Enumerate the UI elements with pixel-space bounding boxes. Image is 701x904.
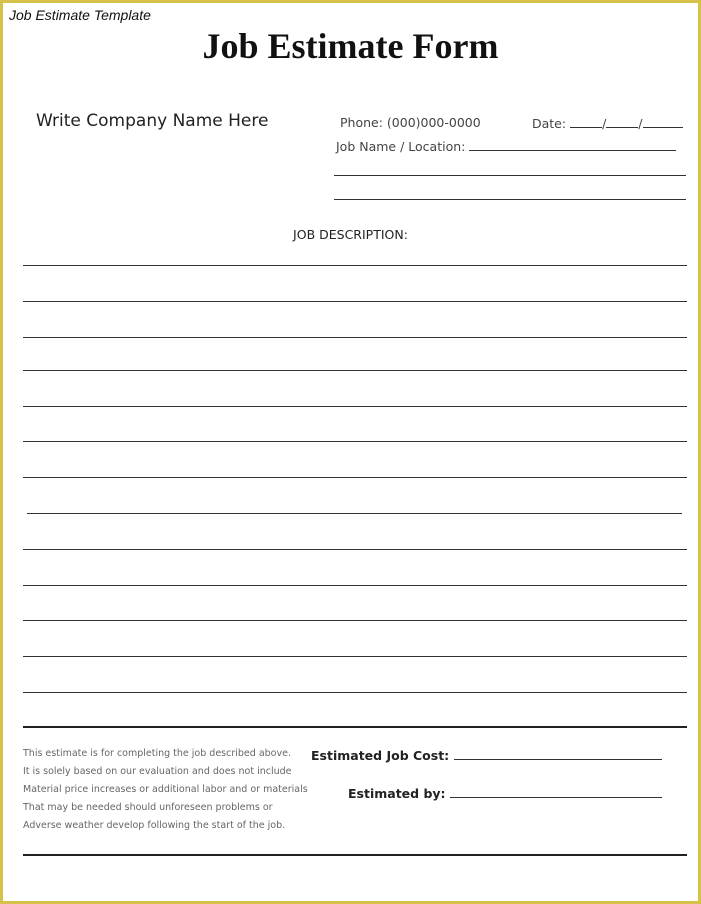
description-line[interactable]: [23, 549, 687, 550]
form-title: Job Estimate Form: [202, 26, 499, 66]
estimated-by-label: Estimated by:: [348, 786, 446, 801]
job-location-line-2[interactable]: [334, 175, 686, 176]
date-month-blank[interactable]: [570, 115, 602, 128]
footer-bottom-rule: [23, 854, 687, 856]
phone-text: Phone: (000)000-0000: [340, 115, 481, 130]
description-line[interactable]: [23, 585, 687, 586]
disclaimer-line: It is solely based on our evaluation and does not include: [23, 766, 292, 777]
date-day-blank[interactable]: [606, 115, 638, 128]
description-line[interactable]: [23, 406, 687, 407]
company-name: Write Company Name Here: [36, 111, 269, 131]
disclaimer-line: Adverse weather develop following the start of the job.: [23, 820, 286, 831]
estimated-by-blank[interactable]: [450, 785, 662, 798]
disclaimer-line: That may be needed should unforeseen problems or: [23, 802, 273, 813]
disclaimer-line: This estimate is for completing the job described above.: [23, 748, 291, 759]
description-line[interactable]: [23, 265, 687, 266]
footer-top-rule: [23, 726, 687, 728]
date-label: Date:: [532, 116, 567, 131]
description-line[interactable]: [23, 692, 687, 693]
estimated-cost-label: Estimated Job Cost:: [311, 748, 450, 763]
estimated-cost-blank[interactable]: [454, 747, 662, 760]
estimated-by-field[interactable]: [348, 785, 662, 801]
date-separator: /: [602, 116, 607, 131]
job-location-blank[interactable]: [469, 138, 676, 151]
template-label: Job Estimate Template: [9, 7, 151, 23]
description-line[interactable]: [23, 301, 687, 302]
disclaimer-text: [23, 745, 323, 835]
date-separator: /: [638, 116, 643, 131]
description-line[interactable]: [23, 656, 687, 657]
job-description-heading: JOB DESCRIPTION:: [293, 227, 408, 242]
description-line[interactable]: [23, 370, 687, 371]
job-location-line-3[interactable]: [334, 199, 686, 200]
description-line[interactable]: [23, 337, 687, 338]
description-line[interactable]: [23, 620, 687, 621]
description-line[interactable]: [23, 441, 687, 442]
estimated-cost-field[interactable]: [311, 747, 662, 763]
description-line[interactable]: [23, 477, 687, 478]
description-line[interactable]: [27, 513, 682, 514]
job-location-label: Job Name / Location:: [336, 139, 466, 154]
date-year-blank[interactable]: [643, 115, 683, 128]
disclaimer-line: Material price increases or additional labor and or materials: [23, 784, 308, 795]
job-location-field[interactable]: [336, 138, 676, 154]
date-field[interactable]: [532, 115, 683, 131]
